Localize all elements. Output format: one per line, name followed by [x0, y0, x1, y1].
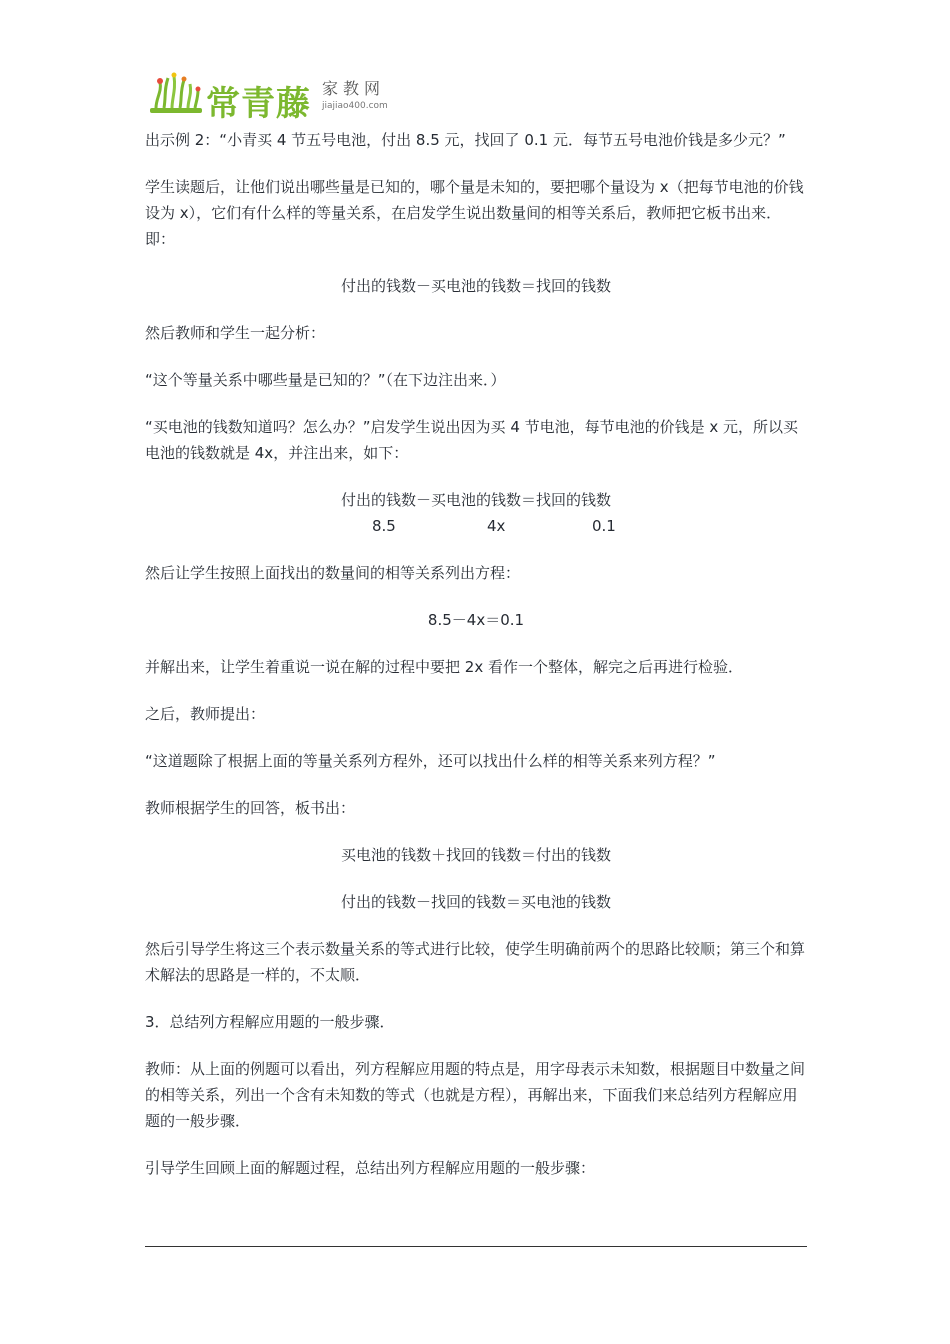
- equation-values-row: [145, 513, 807, 539]
- equation-relation-2: 付出的钱数－买电池的钱数＝找回的钱数: [340, 491, 611, 509]
- section-heading-3: 3．总结列方程解应用题的一般步骤．: [145, 1013, 395, 1031]
- paragraph-known-quantities: “这个等量关系中哪些量是已知的？”（在下边注出来．）: [145, 371, 506, 389]
- document-body: [145, 127, 807, 1181]
- paragraph-board: 教师根据学生的回答，板书出：: [145, 799, 356, 817]
- paragraph-compare: 然后引导学生将这三个表示数量关系的等式进行比较，使学生明确前两个的思路比较顺；第三个和算术解法的思路是一样的，不太顺．: [145, 940, 806, 984]
- value-change: 0.1: [592, 517, 616, 535]
- paragraph-battery-cost: “买电池的钱数知道吗？怎么办？”启发学生说出因为买 4 节电池，每节电池的价钱是 x 元，所以买电池的钱数就是 4x，并注出来，如下：: [145, 418, 799, 462]
- paragraph-solve: 并解出来，让学生着重说一说在解的过程中要把 2x 看作一个整体，解完之后再进行检验．: [145, 658, 743, 676]
- logo-name: 常青藤: [206, 84, 311, 124]
- paragraph-example-2: 出示例 2：“小青买 4 节五号电池，付出 8.5 元，找回了 0.1 元．每节五号电池价钱是多少元？”: [145, 131, 786, 149]
- equation-relation-3: 买电池的钱数＋找回的钱数＝付出的钱数: [340, 846, 611, 864]
- paragraph-analysis: 然后教师和学生一起分析：: [145, 324, 326, 342]
- value-battery-cost: 4x: [487, 517, 506, 535]
- paragraph-teacher-summary: 教师：从上面的例题可以看出，列方程解应用题的特点是，用字母表示未知数，根据题目中数量之间的相等关系，列出一个含有未知数的等式（也就是方程），再解出来，下面我们来总结列方程解应用题的一般步骤．: [145, 1060, 806, 1130]
- paragraph-read-question: 学生读题后，让他们说出哪些量是已知的，哪个量是未知的，要把哪个量设为 x（把每节电池的价钱设为 x），它们有什么样的等量关系，在启发学生说出数量间的相等关系后，教师把它板书出来．即：: [145, 178, 804, 248]
- equation-main: 8.5－4x＝0.1: [427, 611, 525, 629]
- value-paid: 8.5: [372, 517, 396, 535]
- paragraph-teacher-asks: 之后，教师提出：: [145, 705, 266, 723]
- logo-url[interactable]: jiajiao400.com: [322, 101, 388, 111]
- logo-subtitle: 家教网: [322, 79, 386, 98]
- equation-relation-1: 付出的钱数－买电池的钱数＝找回的钱数: [340, 277, 611, 295]
- logo-side: [322, 80, 388, 112]
- equation-relation-4: 付出的钱数－找回的钱数＝买电池的钱数: [340, 893, 611, 911]
- paragraph-write-equation: 然后让学生按照上面找出的数量间的相等关系列出方程：: [145, 564, 521, 582]
- footer-divider: [145, 1246, 807, 1247]
- leaf-logo-icon: [148, 70, 204, 116]
- paragraph-question: “这道题除了根据上面的等量关系列方程外，还可以找出什么样的相等关系来列方程？”: [145, 752, 716, 770]
- paragraph-review: 引导学生回顾上面的解题过程，总结出列方程解应用题的一般步骤：: [145, 1159, 596, 1177]
